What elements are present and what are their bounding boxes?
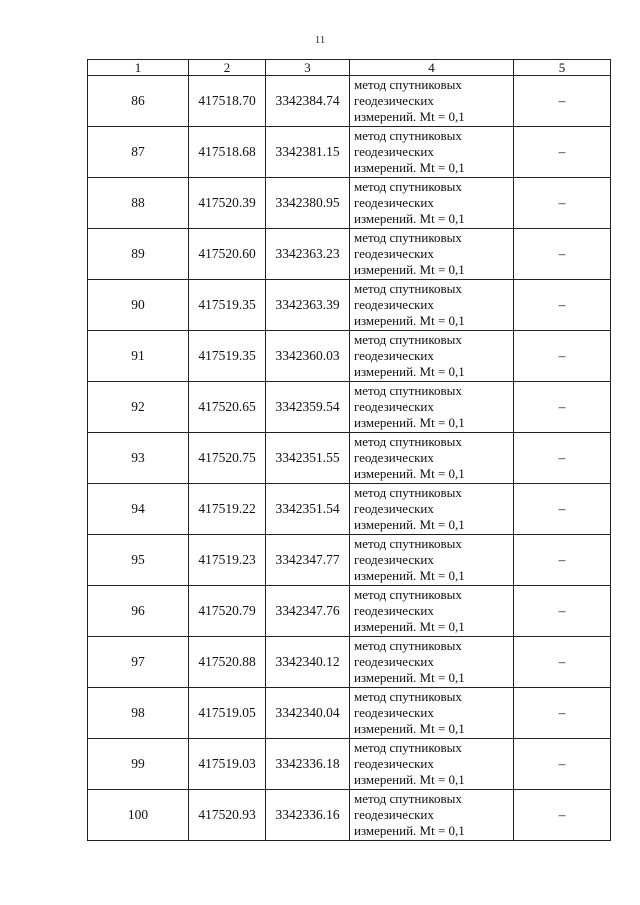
method-line: измерений. Mt = 0,1 [354,670,465,685]
point-number-cell: 97 [88,637,189,688]
method-line: геодезических [354,246,434,261]
column-header-2: 2 [189,60,266,76]
method-cell [350,739,514,790]
method-line: метод спутниковых [354,128,462,143]
y-coordinate-cell: 3342380.95 [266,178,350,229]
y-coordinate-cell: 3342363.39 [266,280,350,331]
method-line: измерений. Mt = 0,1 [354,109,465,124]
method-cell [350,178,514,229]
y-coordinate-cell: 3342359.54 [266,382,350,433]
table-header-row [88,60,611,76]
method-line: измерений. Mt = 0,1 [354,262,465,277]
method-line: измерений. Mt = 0,1 [354,619,465,634]
table-row [88,76,611,127]
x-coordinate-cell: 417519.35 [189,280,266,331]
column-header-3: 3 [266,60,350,76]
method-line: метод спутниковых [354,230,462,245]
method-cell [350,637,514,688]
description-cell: – [514,76,611,127]
x-coordinate-cell: 417520.39 [189,178,266,229]
column-header-1: 1 [88,60,189,76]
y-coordinate-cell: 3342360.03 [266,331,350,382]
point-number-cell: 94 [88,484,189,535]
description-cell: – [514,178,611,229]
description-cell: – [514,637,611,688]
y-coordinate-cell: 3342384.74 [266,76,350,127]
x-coordinate-cell: 417519.35 [189,331,266,382]
coordinates-table [87,59,611,841]
method-line: метод спутниковых [354,332,462,347]
y-coordinate-cell: 3342347.77 [266,535,350,586]
description-cell: – [514,331,611,382]
table-row [88,127,611,178]
method-line: метод спутниковых [354,791,462,806]
description-cell: – [514,382,611,433]
x-coordinate-cell: 417518.68 [189,127,266,178]
method-line: измерений. Mt = 0,1 [354,823,465,838]
point-number-cell: 95 [88,535,189,586]
x-coordinate-cell: 417520.88 [189,637,266,688]
point-number-cell: 93 [88,433,189,484]
column-header-5: 5 [514,60,611,76]
method-line: метод спутниковых [354,485,462,500]
method-line: геодезических [354,705,434,720]
y-coordinate-cell: 3342351.55 [266,433,350,484]
method-line: метод спутниковых [354,587,462,602]
method-line: геодезических [354,756,434,771]
point-number-cell: 91 [88,331,189,382]
x-coordinate-cell: 417518.70 [189,76,266,127]
method-line: измерений. Mt = 0,1 [354,517,465,532]
method-line: измерений. Mt = 0,1 [354,211,465,226]
x-coordinate-cell: 417520.93 [189,790,266,841]
x-coordinate-cell: 417519.22 [189,484,266,535]
table-row [88,535,611,586]
method-cell [350,790,514,841]
table-row [88,739,611,790]
table-row [88,637,611,688]
method-line: геодезических [354,807,434,822]
description-cell: – [514,586,611,637]
method-line: измерений. Mt = 0,1 [354,568,465,583]
method-line: метод спутниковых [354,638,462,653]
table-row [88,178,611,229]
point-number-cell: 90 [88,280,189,331]
table-row [88,688,611,739]
y-coordinate-cell: 3342340.12 [266,637,350,688]
method-line: измерений. Mt = 0,1 [354,415,465,430]
method-line: измерений. Mt = 0,1 [354,313,465,328]
table-row [88,280,611,331]
description-cell: – [514,739,611,790]
x-coordinate-cell: 417520.75 [189,433,266,484]
point-number-cell: 88 [88,178,189,229]
method-line: геодезических [354,348,434,363]
method-cell [350,331,514,382]
y-coordinate-cell: 3342363.23 [266,229,350,280]
method-cell [350,688,514,739]
method-cell [350,280,514,331]
method-cell [350,484,514,535]
method-cell [350,433,514,484]
method-line: геодезических [354,654,434,669]
table-row [88,331,611,382]
method-line: геодезических [354,195,434,210]
description-cell: – [514,484,611,535]
point-number-cell: 98 [88,688,189,739]
method-line: метод спутниковых [354,434,462,449]
point-number-cell: 89 [88,229,189,280]
method-line: геодезических [354,501,434,516]
method-line: измерений. Mt = 0,1 [354,364,465,379]
method-cell [350,127,514,178]
description-cell: – [514,127,611,178]
y-coordinate-cell: 3342336.18 [266,739,350,790]
method-line: геодезических [354,450,434,465]
method-line: геодезических [354,603,434,618]
method-cell [350,76,514,127]
method-line: метод спутниковых [354,383,462,398]
x-coordinate-cell: 417519.23 [189,535,266,586]
y-coordinate-cell: 3342336.16 [266,790,350,841]
method-cell [350,229,514,280]
description-cell: – [514,535,611,586]
point-number-cell: 100 [88,790,189,841]
method-line: измерений. Mt = 0,1 [354,160,465,175]
x-coordinate-cell: 417520.60 [189,229,266,280]
method-line: метод спутниковых [354,689,462,704]
description-cell: – [514,433,611,484]
description-cell: – [514,280,611,331]
column-header-4: 4 [350,60,514,76]
method-line: метод спутниковых [354,281,462,296]
point-number-cell: 87 [88,127,189,178]
method-line: измерений. Mt = 0,1 [354,466,465,481]
method-line: геодезических [354,297,434,312]
table-row [88,586,611,637]
y-coordinate-cell: 3342351.54 [266,484,350,535]
x-coordinate-cell: 417519.03 [189,739,266,790]
x-coordinate-cell: 417519.05 [189,688,266,739]
y-coordinate-cell: 3342381.15 [266,127,350,178]
point-number-cell: 96 [88,586,189,637]
page-number: 11 [314,34,326,46]
table-row [88,790,611,841]
y-coordinate-cell: 3342340.04 [266,688,350,739]
description-cell: – [514,229,611,280]
method-line: геодезических [354,93,434,108]
method-cell [350,535,514,586]
method-line: геодезических [354,552,434,567]
point-number-cell: 86 [88,76,189,127]
table-row [88,484,611,535]
table-body [88,76,611,841]
method-line: метод спутниковых [354,740,462,755]
x-coordinate-cell: 417520.65 [189,382,266,433]
x-coordinate-cell: 417520.79 [189,586,266,637]
method-line: метод спутниковых [354,536,462,551]
method-cell [350,382,514,433]
table-row [88,229,611,280]
point-number-cell: 92 [88,382,189,433]
method-line: измерений. Mt = 0,1 [354,772,465,787]
table-row [88,433,611,484]
table-row [88,382,611,433]
method-line: геодезических [354,399,434,414]
method-line: метод спутниковых [354,77,462,92]
description-cell: – [514,688,611,739]
description-cell: – [514,790,611,841]
method-cell [350,586,514,637]
point-number-cell: 99 [88,739,189,790]
method-line: метод спутниковых [354,179,462,194]
method-line: геодезических [354,144,434,159]
y-coordinate-cell: 3342347.76 [266,586,350,637]
method-line: измерений. Mt = 0,1 [354,721,465,736]
